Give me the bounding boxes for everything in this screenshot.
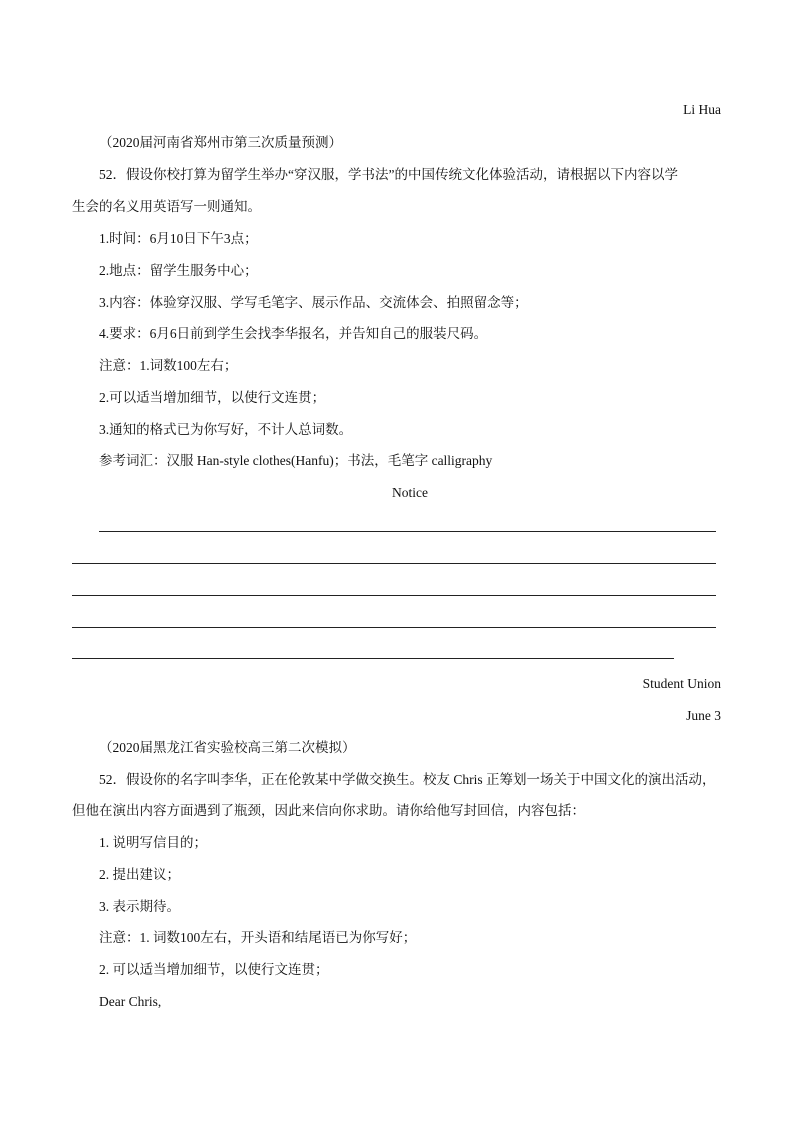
section1-note-2: 2.可以适当增加细节，以使行文连贯； bbox=[99, 390, 326, 405]
section1-question-line2: 生会的名义用英语写一则通知。 bbox=[72, 199, 261, 214]
section2-question-line1: 52．假设你的名字叫李华，正在伦敦某中学做交换生。校友 Chris 正筹划一场关于中国文化的演出活动， bbox=[99, 772, 716, 787]
writing-line bbox=[72, 595, 716, 596]
section1-item-content: 3.内容：体验穿汉服、学写毛笔字、展示作品、交流体会、拍照留念等； bbox=[99, 295, 528, 310]
writing-line bbox=[72, 627, 716, 628]
section1-source: （2020届河南省郑州市第三次质量预测） bbox=[99, 135, 342, 150]
writing-line bbox=[72, 563, 716, 564]
section1-note-3: 3.通知的格式已为你写好，不计人总词数。 bbox=[99, 422, 353, 437]
top-signature: Li Hua bbox=[683, 102, 721, 117]
section1-item-time: 1.时间：6月10日下午3点； bbox=[99, 231, 258, 246]
writing-line bbox=[72, 658, 674, 659]
section1-vocab: 参考词汇：汉服 Han-style clothes(Hanfu)；书法，毛笔字 calligraphy bbox=[99, 453, 493, 468]
signature-date: June 3 bbox=[686, 708, 721, 723]
section2-item-3: 3. 表示期待。 bbox=[99, 899, 180, 914]
section2-item-2: 2. 提出建议； bbox=[99, 867, 180, 882]
section2-item-1: 1. 说明写信目的； bbox=[99, 835, 207, 850]
notice-title: Notice bbox=[392, 485, 428, 500]
writing-line bbox=[99, 531, 716, 532]
section1-item-place: 2.地点：留学生服务中心； bbox=[99, 263, 258, 278]
section2-source: （2020届黑龙江省实验校高三第二次模拟） bbox=[99, 740, 356, 755]
section1-note-1: 注意：1.词数100左右； bbox=[99, 358, 238, 373]
section1-item-requirement: 4.要求：6月6日前到学生会找李华报名，并告知自己的服装尺码。 bbox=[99, 326, 488, 341]
section2-note-1: 注意：1. 词数100左右，开头语和结尾语已为你写好； bbox=[99, 930, 417, 945]
letter-greeting: Dear Chris, bbox=[99, 994, 162, 1009]
section2-note-2: 2. 可以适当增加细节，以使行文连贯； bbox=[99, 962, 329, 977]
section2-question-line2: 但他在演出内容方面遇到了瓶颈，因此来信向你求助。请你给他写封回信，内容包括： bbox=[72, 803, 585, 818]
signature-org: Student Union bbox=[642, 676, 721, 691]
section1-question-line1: 52．假设你校打算为留学生举办“穿汉服，学书法”的中国传统文化体验活动，请根据以下内容以学 bbox=[99, 167, 678, 182]
